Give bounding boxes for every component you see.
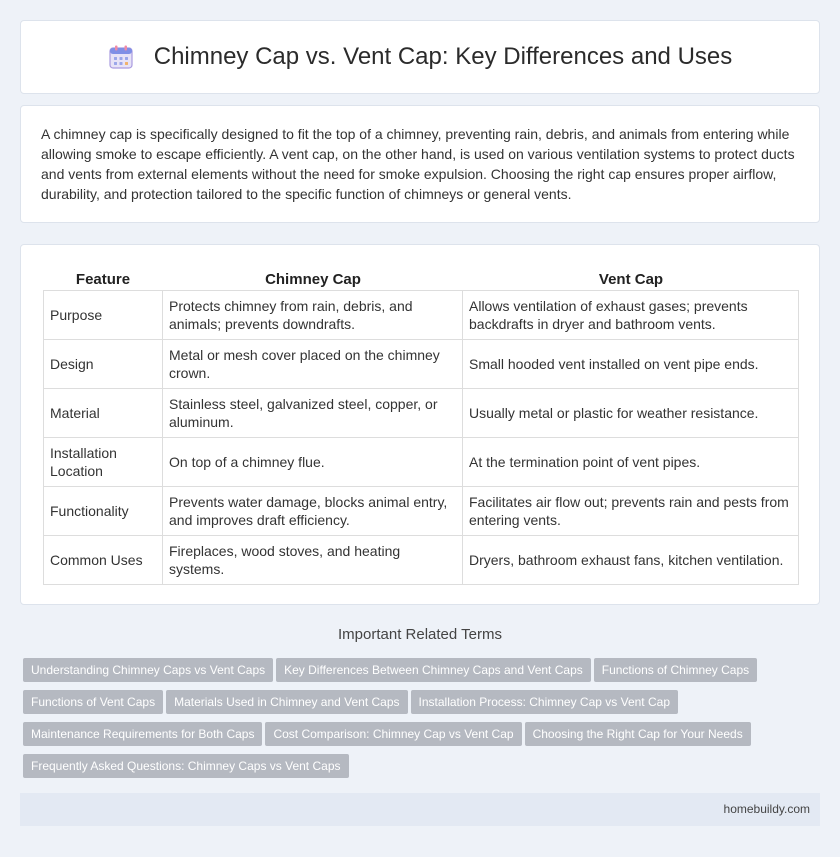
related-term-link[interactable]: Cost Comparison: Chimney Cap vs Vent Cap [265,722,521,746]
related-term-link[interactable]: Maintenance Requirements for Both Caps [23,722,262,746]
page-header [20,20,820,94]
related-term-link[interactable]: Functions of Chimney Caps [594,658,757,682]
table-row [43,291,799,340]
page-footer [20,793,820,826]
related-term-link[interactable]: Key Differences Between Chimney Caps and Vent Caps [276,658,591,682]
table-row [43,536,799,585]
calendar-icon [108,44,134,70]
related-term-link[interactable]: Understanding Chimney Caps vs Vent Caps [23,658,273,682]
page-title: Chimney Cap vs. Vent Cap: Key Differences and Uses [153,43,733,70]
feature-cell: Common Uses [43,536,163,585]
intro-text: A chimney cap is specifically designed to fit the top of a chimney, preventing rain, debris, and animals from entering while allowing smoke to escape efficiently. A vent cap, on the other hand, is used on various ventilation systems to protect ducts and vents from external elements without the need for smoke expulsion. Choosing the right cap ensures proper airflow, durability, and protection tailored to the specific function of chimneys or general vents. [41,126,795,202]
chimney-cap-cell: On top of a chimney flue. [163,438,463,487]
chimney-cap-cell: Stainless steel, galvanized steel, copper, or aluminum. [163,389,463,438]
feature-cell: Functionality [43,487,163,536]
table-row [43,487,799,536]
vent-cap-cell: Dryers, bathroom exhaust fans, kitchen ventilation. [463,536,799,585]
chimney-cap-cell: Metal or mesh cover placed on the chimney crown. [163,340,463,389]
vent-cap-cell: At the termination point of vent pipes. [463,438,799,487]
feature-cell: Design [43,340,163,389]
vent-cap-cell: Usually metal or plastic for weather resistance. [463,389,799,438]
vent-cap-cell: Small hooded vent installed on vent pipe ends. [463,340,799,389]
header-chimney-cap: Chimney Cap [163,265,463,291]
related-term-link[interactable]: Frequently Asked Questions: Chimney Caps vs Vent Caps [23,754,349,778]
vent-cap-cell: Allows ventilation of exhaust gases; prevents backdrafts in dryer and bathroom vents. [463,291,799,340]
feature-cell: Installation Location [43,438,163,487]
table-header-row [43,265,799,291]
related-term-link[interactable]: Installation Process: Chimney Cap vs Vent Cap [411,690,678,714]
comparison-section [20,244,820,605]
vent-cap-cell: Facilitates air flow out; prevents rain and pests from entering vents. [463,487,799,536]
header-feature: Feature [43,265,163,291]
comparison-table [43,265,799,585]
footer-site-link[interactable]: homebuildy.com [723,802,810,816]
related-terms-title: Important Related Terms [338,626,502,643]
feature-cell: Purpose [43,291,163,340]
related-term-link[interactable]: Functions of Vent Caps [23,690,163,714]
feature-cell: Material [43,389,163,438]
related-terms-list [23,658,823,786]
table-row [43,340,799,389]
header-vent-cap: Vent Cap [463,265,799,291]
related-term-link[interactable]: Choosing the Right Cap for Your Needs [525,722,751,746]
table-row [43,389,799,438]
intro-section [20,105,820,223]
table-row [43,438,799,487]
chimney-cap-cell: Protects chimney from rain, debris, and animals; prevents downdrafts. [163,291,463,340]
chimney-cap-cell: Prevents water damage, blocks animal entry, and improves draft efficiency. [163,487,463,536]
chimney-cap-cell: Fireplaces, wood stoves, and heating systems. [163,536,463,585]
related-term-link[interactable]: Materials Used in Chimney and Vent Caps [166,690,407,714]
